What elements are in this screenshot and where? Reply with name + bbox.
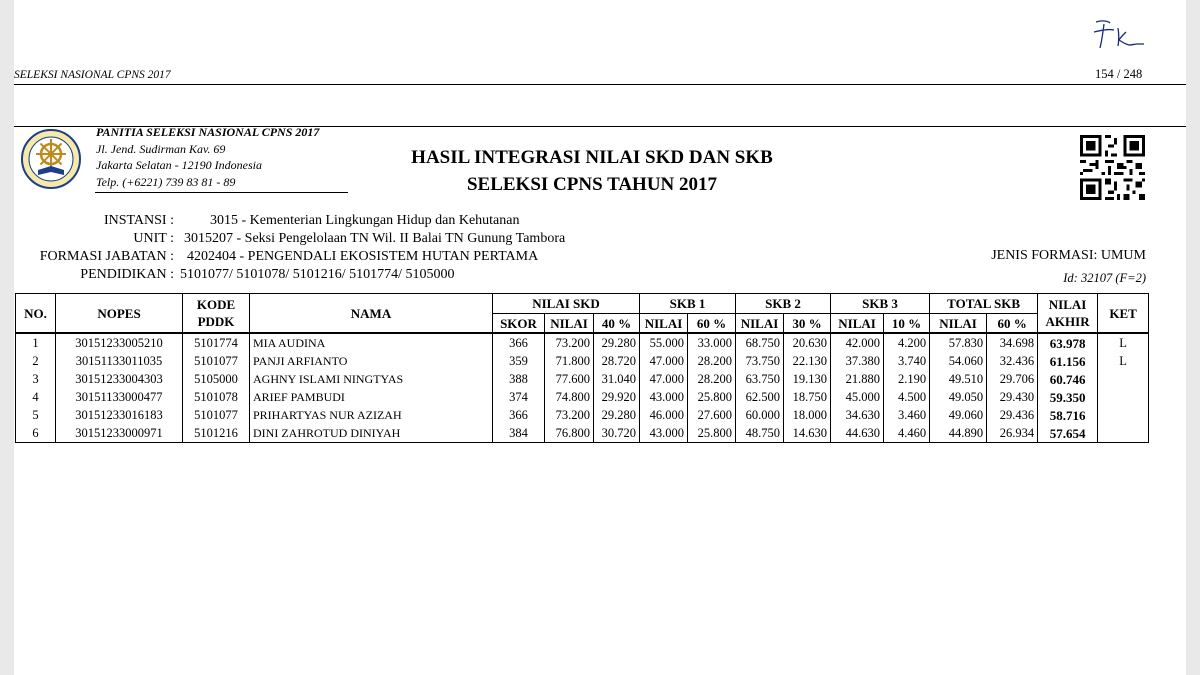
header-skd-40: 40 % — [594, 314, 640, 334]
cell-ket: L — [1098, 333, 1149, 352]
cell-skb1-nilai: 47.000 — [640, 370, 688, 388]
cell-skb1-nilai: 43.000 — [640, 424, 688, 443]
cell-kode: 5101077 — [183, 352, 250, 370]
table-row — [16, 333, 1149, 352]
cell-skd-nilai: 73.200 — [545, 406, 594, 424]
cell-skd-nilai: 76.800 — [545, 424, 594, 443]
cell-skb1-60: 25.800 — [688, 388, 736, 406]
cell-total-nilai: 49.510 — [930, 370, 987, 388]
cell-nilai-akhir: 63.978 — [1038, 333, 1098, 352]
cell-skd-40: 28.720 — [594, 352, 640, 370]
cell-skb3-nilai: 42.000 — [831, 333, 884, 352]
document-title-line-2: SELEKSI CPNS TAHUN 2017 — [466, 174, 718, 195]
cell-no: 1 — [16, 333, 56, 352]
viewer-gutter-left — [0, 0, 14, 675]
header-total-skb: TOTAL SKB — [930, 294, 1038, 314]
cell-kode: 5101216 — [183, 424, 250, 443]
cell-skb3-10: 3.740 — [884, 352, 930, 370]
jenis-formasi: JENIS FORMASI: UMUM — [991, 248, 1146, 263]
organization-block — [96, 124, 319, 190]
cell-nilai-akhir: 58.716 — [1038, 406, 1098, 424]
organization-address-2: Jakarta Selatan - 12190 Indonesia — [96, 158, 262, 172]
header-nilai-skd: NILAI SKD — [493, 294, 640, 314]
cell-skb2-30: 14.630 — [784, 424, 831, 443]
qr-code-icon — [1080, 135, 1145, 200]
header-ket: KET — [1098, 294, 1149, 334]
cell-skb1-60: 27.600 — [688, 406, 736, 424]
cell-nama: AGHNY ISLAMI NINGTYAS — [250, 370, 493, 388]
cell-total-nilai: 54.060 — [930, 352, 987, 370]
header-skb3-10: 10 % — [884, 314, 930, 334]
cell-skd-40: 30.720 — [594, 424, 640, 443]
document-id: Id: 32107 (F=2) — [1063, 271, 1146, 285]
cell-skb3-nilai: 34.630 — [831, 406, 884, 424]
organization-emblem-icon — [20, 128, 82, 190]
cell-kode: 5101774 — [183, 333, 250, 352]
cell-total-nilai: 49.060 — [930, 406, 987, 424]
cell-ket — [1098, 406, 1149, 424]
table-row — [16, 406, 1149, 424]
cell-nama: PANJI ARFIANTO — [250, 352, 493, 370]
cell-skb1-60: 25.800 — [688, 424, 736, 443]
cell-skd-nilai: 71.800 — [545, 352, 594, 370]
cell-no: 2 — [16, 352, 56, 370]
header-nama: NAMA — [250, 294, 493, 334]
cell-nama: DINI ZAHROTUD DINIYAH — [250, 424, 493, 443]
cell-nilai-akhir: 61.156 — [1038, 352, 1098, 370]
cell-skb2-30: 18.000 — [784, 406, 831, 424]
header-skb2-30: 30 % — [784, 314, 831, 334]
header-skb2: SKB 2 — [736, 294, 831, 314]
header-skb2-nilai: NILAI — [736, 314, 784, 334]
cell-skb1-nilai: 43.000 — [640, 388, 688, 406]
cell-nopes: 30151233004303 — [56, 370, 183, 388]
cell-total-60: 29.430 — [987, 388, 1038, 406]
organization-address-1: Jl. Jend. Sudirman Kav. 69 — [96, 141, 226, 156]
cell-skb1-nilai: 46.000 — [640, 406, 688, 424]
cell-skb3-nilai: 21.880 — [831, 370, 884, 388]
cell-nopes: 30151133000477 — [56, 388, 183, 406]
cell-skb3-nilai: 44.630 — [831, 424, 884, 443]
cell-skb3-nilai: 45.000 — [831, 388, 884, 406]
header-skd-skor: SKOR — [493, 314, 545, 334]
header-skd-nilai: NILAI — [545, 314, 594, 334]
cell-skb2-nilai: 68.750 — [736, 333, 784, 352]
header-skb1-60: 60 % — [688, 314, 736, 334]
cell-skb3-10: 4.200 — [884, 333, 930, 352]
cell-total-60: 29.706 — [987, 370, 1038, 388]
header-rule — [14, 84, 1186, 85]
unit-label: UNIT : — [133, 231, 174, 246]
cell-ket — [1098, 388, 1149, 406]
cell-skb2-nilai: 48.750 — [736, 424, 784, 443]
table-row — [16, 424, 1149, 443]
cell-ket — [1098, 370, 1149, 388]
cell-skor: 366 — [493, 406, 545, 424]
header-no: NO. — [16, 294, 56, 334]
cell-skb2-nilai: 62.500 — [736, 388, 784, 406]
cell-skor: 359 — [493, 352, 545, 370]
cell-skb3-10: 4.500 — [884, 388, 930, 406]
handwritten-signature — [1088, 18, 1144, 52]
cell-nama: MIA AUDINA — [250, 333, 493, 352]
cell-nama: ARIEF PAMBUDI — [250, 388, 493, 406]
cell-kode: 5101077 — [183, 406, 250, 424]
page-number: 154 / 248 — [1095, 67, 1143, 81]
cell-total-60: 29.436 — [987, 406, 1038, 424]
cell-no: 4 — [16, 388, 56, 406]
cell-skor: 366 — [493, 333, 545, 352]
cell-skd-nilai: 73.200 — [545, 333, 594, 352]
cell-no: 5 — [16, 406, 56, 424]
table-row — [16, 388, 1149, 406]
table-row — [16, 370, 1149, 388]
document-title-line-1: HASIL INTEGRASI NILAI SKD DAN SKB — [411, 147, 773, 168]
cell-ket — [1098, 424, 1149, 443]
cell-nopes: 30151133011035 — [56, 352, 183, 370]
cell-total-nilai: 44.890 — [930, 424, 987, 443]
formasi-jabatan-value: 4202404 - PENGENDALI EKOSISTEM HUTAN PERTAMA — [187, 249, 539, 264]
organization-rule — [95, 192, 348, 193]
header-nopes: NOPES — [56, 294, 183, 334]
cell-nilai-akhir: 59.350 — [1038, 388, 1098, 406]
cell-skor: 388 — [493, 370, 545, 388]
cell-total-60: 34.698 — [987, 333, 1038, 352]
cell-skd-nilai: 77.600 — [545, 370, 594, 388]
cell-total-60: 32.436 — [987, 352, 1038, 370]
cell-total-nilai: 57.830 — [930, 333, 987, 352]
instansi-label: INSTANSI : — [103, 213, 174, 228]
organization-phone: Telp. (+6221) 739 83 81 - 89 — [96, 174, 236, 189]
cell-skb2-30: 22.130 — [784, 352, 831, 370]
cell-skd-40: 29.920 — [594, 388, 640, 406]
cell-kode: 5105000 — [183, 370, 250, 388]
document-title — [346, 144, 838, 198]
cell-ket: L — [1098, 352, 1149, 370]
organization-title: PANITIA SELEKSI NASIONAL CPNS 2017 — [96, 125, 320, 139]
cell-skb2-nilai: 60.000 — [736, 406, 784, 424]
cell-skb2-30: 20.630 — [784, 333, 831, 352]
cell-total-nilai: 49.050 — [930, 388, 987, 406]
cell-skd-40: 31.040 — [594, 370, 640, 388]
formasi-jabatan-label: FORMASI JABATAN : — [39, 249, 174, 264]
cell-nilai-akhir: 57.654 — [1038, 424, 1098, 443]
cell-skb2-nilai: 63.750 — [736, 370, 784, 388]
cell-no: 6 — [16, 424, 56, 443]
results-table — [15, 293, 1149, 443]
cell-nama: PRIHARTYAS NUR AZIZAH — [250, 406, 493, 424]
cell-skd-nilai: 74.800 — [545, 388, 594, 406]
cell-skb1-60: 28.200 — [688, 370, 736, 388]
header-skb3: SKB 3 — [831, 294, 930, 314]
cell-skb3-10: 2.190 — [884, 370, 930, 388]
cell-skb2-30: 18.750 — [784, 388, 831, 406]
cell-no: 3 — [16, 370, 56, 388]
cell-skb1-nilai: 55.000 — [640, 333, 688, 352]
cell-skd-40: 29.280 — [594, 406, 640, 424]
cell-skb1-nilai: 47.000 — [640, 352, 688, 370]
cell-skb3-10: 3.460 — [884, 406, 930, 424]
unit-value: 3015207 - Seksi Pengelolaan TN Wil. II Balai TN Gunung Tambora — [184, 231, 566, 246]
table-row — [16, 352, 1149, 370]
pendidikan-value: 5101077/ 5101078/ 5101216/ 5101774/ 5105000 — [180, 267, 455, 282]
cell-skb1-60: 33.000 — [688, 333, 736, 352]
header-total-nilai: NILAI — [930, 314, 987, 334]
cell-kode: 5101078 — [183, 388, 250, 406]
running-header-title: SELEKSI NASIONAL CPNS 2017 — [14, 69, 171, 81]
cell-skb3-nilai: 37.380 — [831, 352, 884, 370]
cell-nilai-akhir: 60.746 — [1038, 370, 1098, 388]
header-skb3-nilai: NILAI — [831, 314, 884, 334]
header-kode-pddk: KODE PDDK — [183, 294, 250, 334]
cell-skb3-10: 4.460 — [884, 424, 930, 443]
cell-nopes: 30151233016183 — [56, 406, 183, 424]
cell-skb1-60: 28.200 — [688, 352, 736, 370]
header-nilai-akhir: NILAI AKHIR — [1038, 294, 1098, 334]
cell-skb2-nilai: 73.750 — [736, 352, 784, 370]
cell-total-60: 26.934 — [987, 424, 1038, 443]
pendidikan-label: PENDIDIKAN : — [80, 267, 174, 282]
viewer-gutter-right — [1186, 0, 1200, 675]
cell-nopes: 30151233000971 — [56, 424, 183, 443]
instansi-value: 3015 - Kementerian Lingkungan Hidup dan Kehutanan — [210, 213, 520, 228]
header-skb1: SKB 1 — [640, 294, 736, 314]
cell-skor: 384 — [493, 424, 545, 443]
cell-skd-40: 29.280 — [594, 333, 640, 352]
cell-skb2-30: 19.130 — [784, 370, 831, 388]
cell-skor: 374 — [493, 388, 545, 406]
cell-nopes: 30151233005210 — [56, 333, 183, 352]
header-total-60: 60 % — [987, 314, 1038, 334]
header-skb1-nilai: NILAI — [640, 314, 688, 334]
